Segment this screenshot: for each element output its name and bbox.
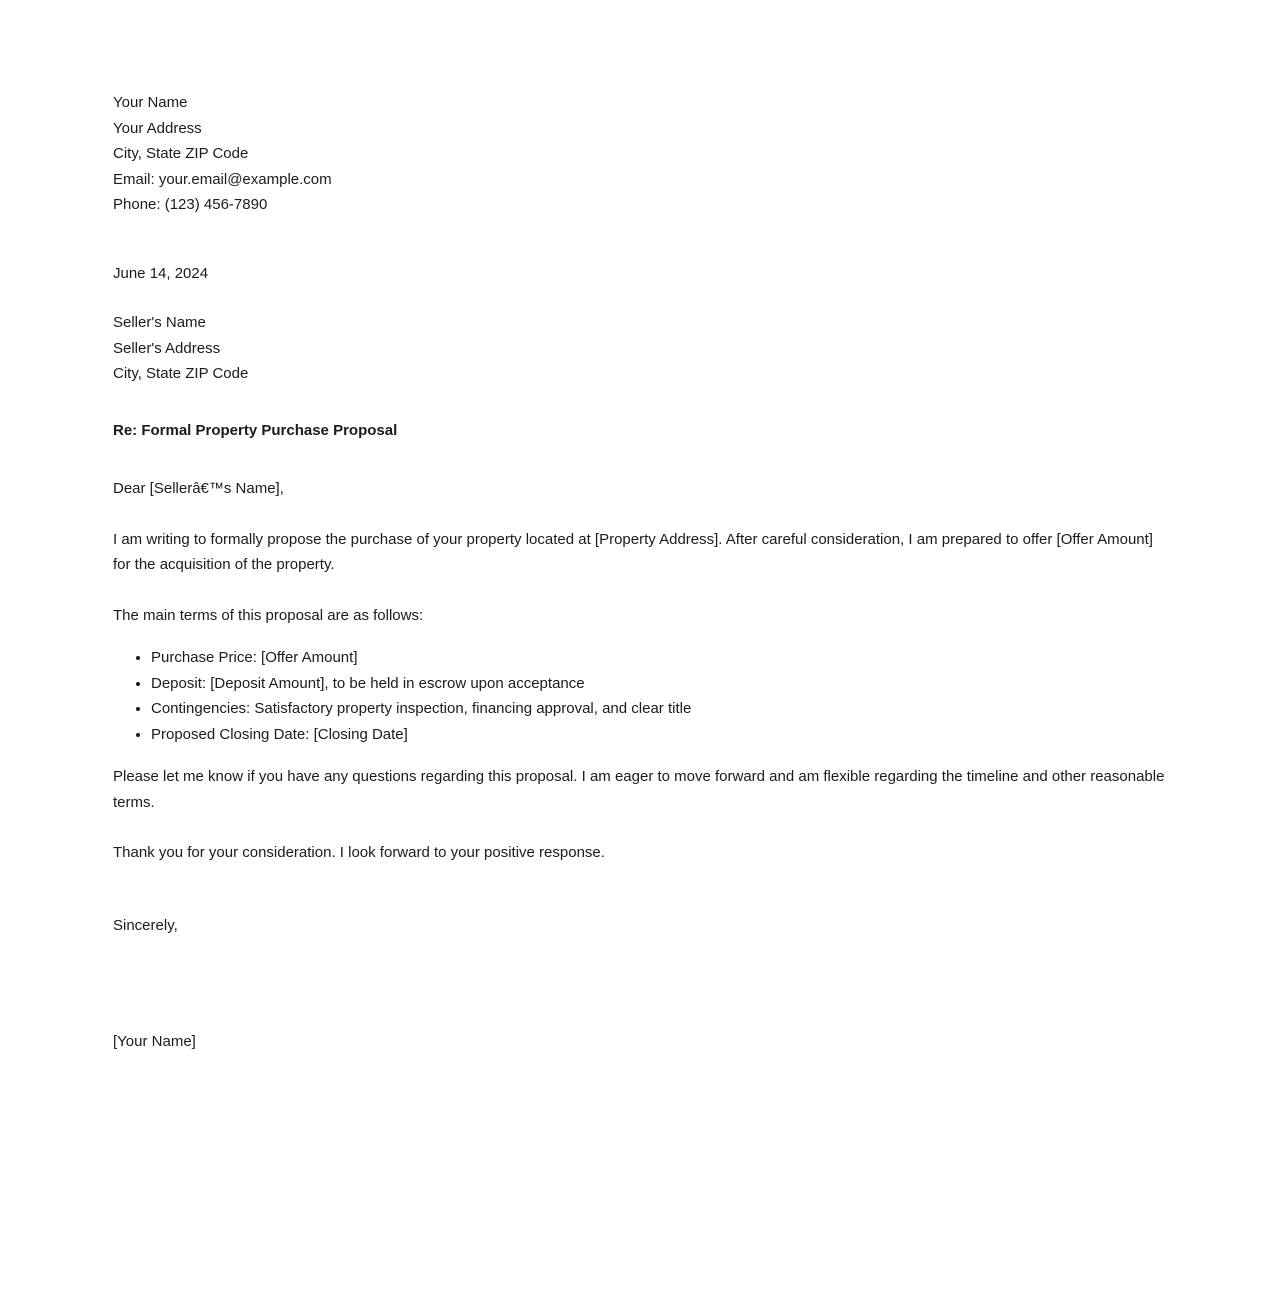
questions-paragraph: Please let me know if you have any questions regarding this proposal. I am eager to move forward and am flexible regarding the timeline and other reasonable terms. bbox=[113, 768, 1165, 811]
spacer-before-date bbox=[113, 218, 1165, 261]
spacer-before-subject bbox=[113, 387, 1165, 418]
signature-name: [Your Name] bbox=[113, 1033, 196, 1050]
letter-content bbox=[113, 90, 1165, 1055]
list-item: • Contingencies: Satisfactory property inspection, financing approval, and clear title bbox=[151, 696, 1165, 722]
sender-block bbox=[113, 90, 1165, 218]
subject-line: Re: Formal Property Purchase Proposal bbox=[113, 421, 398, 439]
spacer-before-thanks bbox=[113, 815, 1165, 840]
intro-paragraph: I am writing to formally propose the purchase of your property located at [Property Address]. After careful consideration, I am prepared to offer [Offer Amount] for the acquisition of the property. bbox=[113, 530, 1153, 573]
spacer-before-salutation bbox=[113, 443, 1165, 476]
spacer-before-terms-intro bbox=[113, 578, 1165, 603]
terms-list bbox=[113, 645, 1165, 747]
signature-space bbox=[113, 938, 1165, 1029]
sender-address: Your Address bbox=[113, 119, 202, 137]
list-item: • Proposed Closing Date: [Closing Date] bbox=[151, 722, 1165, 748]
sender-email: Email: your.email@example.com bbox=[113, 170, 332, 188]
letter-date: June 14, 2024 bbox=[113, 264, 209, 282]
list-item: • Deposit: [Deposit Amount], to be held in escrow upon acceptance bbox=[151, 671, 1165, 697]
salutation: Dear [Sellerâ€™s Name], bbox=[113, 480, 284, 497]
thanks-paragraph: Thank you for your consideration. I look forward to your positive response. bbox=[113, 844, 605, 861]
spacer-before-terms-list bbox=[113, 628, 1165, 645]
sender-city-state-zip: City, State ZIP Code bbox=[113, 145, 249, 162]
spacer-before-closing bbox=[113, 866, 1165, 913]
terms-intro-paragraph: The main terms of this proposal are as follows: bbox=[113, 606, 424, 624]
sender-phone: Phone: (123) 456-7890 bbox=[113, 196, 268, 213]
spacer-after-terms-list bbox=[113, 747, 1165, 764]
spacer-before-recipient bbox=[113, 286, 1165, 310]
spacer-before-intro bbox=[113, 502, 1165, 527]
recipient-city-state-zip: City, State ZIP Code bbox=[113, 365, 249, 382]
recipient-address: Seller's Address bbox=[113, 339, 221, 357]
sender-name: Your Name bbox=[113, 94, 188, 111]
recipient-block bbox=[113, 310, 1165, 387]
list-item: • Purchase Price: [Offer Amount] bbox=[151, 645, 1165, 671]
closing-salutation: Sincerely, bbox=[113, 916, 178, 934]
recipient-name: Seller's Name bbox=[113, 314, 206, 331]
